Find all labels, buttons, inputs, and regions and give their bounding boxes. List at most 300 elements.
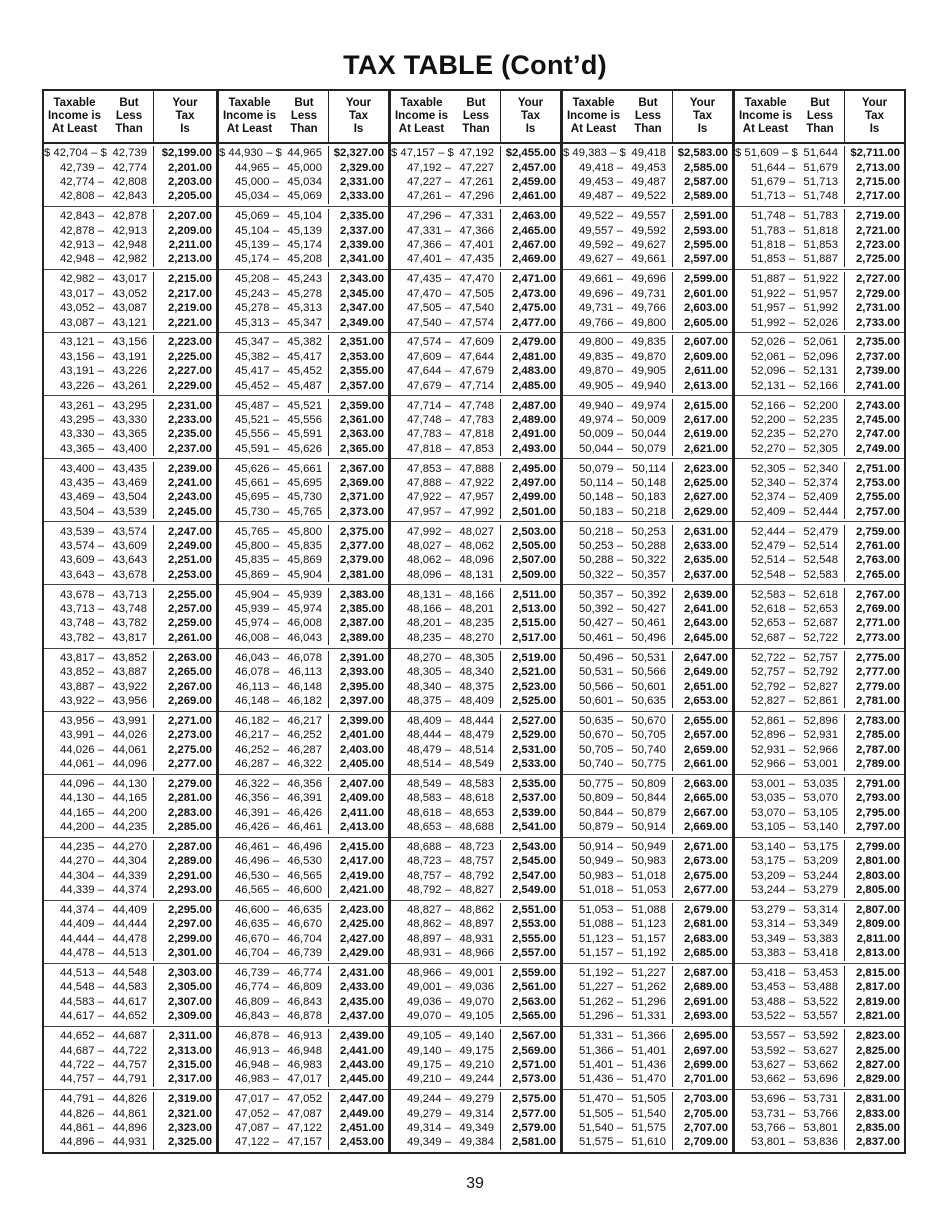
table-row bbox=[44, 490, 216, 504]
at-least-cell: 47,505 – bbox=[407, 302, 451, 315]
table-row bbox=[219, 505, 388, 519]
at-least-cell: 46,356 – bbox=[235, 792, 279, 805]
table-row bbox=[391, 462, 560, 476]
table-row bbox=[391, 1121, 560, 1135]
row-block bbox=[44, 269, 216, 332]
row-block bbox=[44, 1026, 216, 1089]
but-less-than-cell: 47,609 bbox=[459, 336, 494, 349]
but-less-than-cell: 53,314 bbox=[803, 904, 838, 916]
table-row bbox=[735, 588, 904, 602]
your-tax-cell: 2,565.00 bbox=[500, 1009, 560, 1023]
at-least-cell: 50,009 – bbox=[579, 428, 623, 441]
your-tax-cell: 2,241.00 bbox=[153, 476, 216, 490]
table-row bbox=[735, 476, 904, 490]
but-less-than-cell: 44,270 bbox=[112, 840, 147, 853]
at-least-cell: 53,488 – bbox=[751, 995, 795, 1008]
but-less-than-cell: 53,662 bbox=[803, 1058, 838, 1071]
but-less-than-cell: 43,226 bbox=[112, 365, 147, 378]
tax-table bbox=[42, 89, 906, 1154]
at-least-cell: 52,722 – bbox=[751, 651, 795, 664]
header-but-less-than: But Less Than bbox=[115, 97, 143, 135]
table-row bbox=[563, 588, 732, 602]
your-tax-cell: 2,607.00 bbox=[672, 335, 732, 349]
at-least-cell: 47,540 – bbox=[407, 316, 451, 329]
your-tax-cell: 2,669.00 bbox=[672, 820, 732, 834]
table-row bbox=[219, 966, 388, 980]
but-less-than-cell: 47,017 bbox=[287, 1073, 322, 1086]
at-least-cell: 46,670 – bbox=[235, 932, 279, 945]
table-row bbox=[563, 757, 732, 771]
but-less-than-cell: 45,000 bbox=[287, 161, 322, 174]
but-less-than-cell: 48,270 bbox=[459, 631, 494, 644]
at-least-cell: 47,609 – bbox=[407, 350, 451, 363]
row-block bbox=[44, 521, 216, 584]
but-less-than-cell: 45,765 bbox=[287, 505, 322, 518]
your-tax-cell: 2,531.00 bbox=[500, 743, 560, 757]
at-least-cell: 49,244 – bbox=[407, 1093, 451, 1106]
at-least-cell: 44,478 – bbox=[60, 947, 104, 960]
but-less-than-cell: 47,644 bbox=[459, 350, 494, 363]
table-row bbox=[391, 539, 560, 553]
but-less-than-cell: 52,618 bbox=[803, 588, 838, 601]
row-block bbox=[563, 963, 732, 1026]
but-less-than-cell: 46,878 bbox=[287, 1010, 322, 1023]
table-row bbox=[44, 665, 216, 679]
your-tax-cell: 2,405.00 bbox=[328, 757, 388, 771]
row-block bbox=[219, 584, 388, 647]
table-row bbox=[563, 714, 732, 728]
your-tax-cell: 2,723.00 bbox=[844, 238, 904, 252]
but-less-than-cell: 45,556 bbox=[287, 413, 322, 426]
your-tax-cell: 2,597.00 bbox=[672, 252, 732, 266]
at-least-cell: 45,417 – bbox=[235, 365, 279, 378]
at-least-cell: 53,801 – bbox=[751, 1136, 795, 1149]
your-tax-cell: 2,407.00 bbox=[328, 777, 388, 791]
at-least-cell: 47,957 – bbox=[407, 505, 451, 518]
table-row bbox=[391, 694, 560, 708]
at-least-cell: 47,122 – bbox=[235, 1136, 279, 1149]
your-tax-cell: 2,611.00 bbox=[672, 364, 732, 378]
table-row bbox=[735, 209, 904, 223]
row-block bbox=[563, 900, 732, 963]
but-less-than-cell: 50,983 bbox=[631, 855, 666, 868]
at-least-cell: 43,504 – bbox=[60, 505, 104, 518]
your-tax-cell: 2,209.00 bbox=[153, 224, 216, 238]
table-row bbox=[44, 932, 216, 946]
but-less-than-cell: 51,018 bbox=[631, 869, 666, 882]
at-least-cell: 46,043 – bbox=[235, 651, 279, 664]
but-less-than-cell: 51,192 bbox=[631, 947, 666, 960]
your-tax-cell: 2,599.00 bbox=[672, 272, 732, 286]
at-least-cell: 43,191 – bbox=[60, 365, 104, 378]
table-row bbox=[44, 316, 216, 330]
but-less-than-cell: 46,113 bbox=[288, 666, 322, 679]
your-tax-cell: 2,253.00 bbox=[153, 568, 216, 582]
table-row bbox=[735, 1009, 904, 1023]
but-less-than-cell: 43,678 bbox=[112, 568, 147, 581]
table-row bbox=[219, 287, 388, 301]
but-less-than-cell: 50,914 bbox=[631, 821, 666, 834]
at-least-cell: 44,270 – bbox=[60, 855, 104, 868]
but-less-than-cell: 44,026 bbox=[112, 729, 147, 742]
at-least-cell: 48,827 – bbox=[407, 904, 451, 916]
but-less-than-cell: 53,209 bbox=[803, 855, 838, 868]
table-row bbox=[391, 966, 560, 980]
your-tax-cell: 2,825.00 bbox=[844, 1044, 904, 1058]
but-less-than-cell: 51,818 bbox=[803, 224, 838, 237]
at-least-cell: 43,713 – bbox=[60, 603, 104, 616]
table-row bbox=[563, 553, 732, 567]
your-tax-cell: $2,583.00 bbox=[672, 146, 732, 160]
but-less-than-cell: 48,096 bbox=[459, 554, 494, 567]
at-least-cell: 45,904 – bbox=[235, 588, 279, 601]
at-least-cell: 48,479 – bbox=[407, 743, 451, 756]
your-tax-cell: 2,571.00 bbox=[500, 1058, 560, 1072]
at-least-cell: 48,201 – bbox=[407, 617, 451, 630]
table-row bbox=[391, 665, 560, 679]
table-row bbox=[44, 539, 216, 553]
but-less-than-cell: 46,356 bbox=[287, 777, 322, 790]
your-tax-cell: 2,627.00 bbox=[672, 490, 732, 504]
at-least-cell: 45,730 – bbox=[235, 505, 279, 518]
table-row bbox=[219, 680, 388, 694]
but-less-than-cell: 51,679 bbox=[803, 161, 838, 174]
at-least-cell: 46,078 – bbox=[235, 666, 279, 679]
table-row bbox=[44, 287, 216, 301]
but-less-than-cell: 49,418 bbox=[631, 147, 666, 160]
your-tax-cell: 2,551.00 bbox=[500, 903, 560, 917]
but-less-than-cell: 49,627 bbox=[631, 239, 666, 252]
but-less-than-cell: 45,974 bbox=[287, 603, 322, 616]
your-tax-cell: 2,741.00 bbox=[844, 379, 904, 393]
table-row bbox=[563, 209, 732, 223]
at-least-cell: 47,261 – bbox=[407, 190, 451, 203]
your-tax-cell: 2,727.00 bbox=[844, 272, 904, 286]
but-less-than-cell: 42,982 bbox=[112, 253, 147, 266]
at-least-cell: 53,557 – bbox=[751, 1030, 795, 1043]
table-row bbox=[563, 806, 732, 820]
table-column-group bbox=[388, 91, 560, 1152]
but-less-than-cell: 42,739 bbox=[112, 147, 147, 160]
your-tax-cell: 2,435.00 bbox=[328, 995, 388, 1009]
table-row bbox=[391, 316, 560, 330]
your-tax-cell: 2,667.00 bbox=[672, 806, 732, 820]
at-least-cell: 45,695 – bbox=[235, 491, 279, 504]
your-tax-cell: 2,527.00 bbox=[500, 714, 560, 728]
your-tax-cell: 2,219.00 bbox=[153, 301, 216, 315]
your-tax-cell: 2,333.00 bbox=[328, 189, 388, 203]
at-least-cell: 45,034 – bbox=[235, 190, 279, 203]
at-least-cell: 53,279 – bbox=[751, 904, 795, 916]
table-row bbox=[563, 1121, 732, 1135]
at-least-cell: 46,948 – bbox=[235, 1058, 279, 1071]
but-less-than-cell: 43,052 bbox=[112, 287, 147, 300]
but-less-than-cell: 42,913 bbox=[112, 224, 147, 237]
at-least-cell: 48,514 – bbox=[407, 757, 451, 770]
table-row bbox=[735, 413, 904, 427]
at-least-cell: 42,913 – bbox=[60, 239, 104, 252]
table-row bbox=[44, 238, 216, 252]
your-tax-cell: 2,739.00 bbox=[844, 364, 904, 378]
but-less-than-cell: 46,913 bbox=[287, 1030, 322, 1043]
table-row bbox=[735, 252, 904, 266]
table-row bbox=[563, 146, 732, 160]
at-least-cell: 48,966 – bbox=[407, 967, 451, 980]
table-row bbox=[44, 301, 216, 315]
at-least-cell: 45,278 – bbox=[235, 302, 279, 315]
but-less-than-cell: 53,766 bbox=[803, 1107, 838, 1120]
but-less-than-cell: 45,313 bbox=[287, 302, 322, 315]
your-tax-cell: 2,613.00 bbox=[672, 379, 732, 393]
table-row bbox=[735, 820, 904, 834]
but-less-than-cell: 51,748 bbox=[803, 190, 838, 203]
but-less-than-cell: 46,461 bbox=[287, 821, 322, 834]
at-least-cell: 43,121 – bbox=[60, 336, 104, 349]
your-tax-cell: 2,363.00 bbox=[328, 427, 388, 441]
but-less-than-cell: 48,549 bbox=[459, 757, 494, 770]
but-less-than-cell: 47,157 bbox=[287, 1136, 322, 1149]
your-tax-cell: 2,521.00 bbox=[500, 665, 560, 679]
but-less-than-cell: 45,174 bbox=[287, 239, 322, 252]
your-tax-cell: 2,395.00 bbox=[328, 680, 388, 694]
row-block bbox=[563, 206, 732, 269]
at-least-cell: 51,470 – bbox=[579, 1093, 623, 1106]
your-tax-cell: 2,499.00 bbox=[500, 490, 560, 504]
at-least-cell: 49,314 – bbox=[407, 1121, 451, 1134]
row-block bbox=[44, 648, 216, 711]
your-tax-cell: 2,729.00 bbox=[844, 287, 904, 301]
table-row bbox=[735, 462, 904, 476]
but-less-than-cell: 46,496 bbox=[287, 840, 322, 853]
at-least-cell: 47,366 – bbox=[407, 239, 451, 252]
table-row bbox=[735, 917, 904, 931]
but-less-than-cell: 44,444 bbox=[112, 918, 147, 931]
your-tax-cell: 2,651.00 bbox=[672, 680, 732, 694]
table-row bbox=[391, 505, 560, 519]
but-less-than-cell: 52,305 bbox=[803, 442, 838, 455]
table-row bbox=[391, 616, 560, 630]
but-less-than-cell: 46,322 bbox=[287, 757, 322, 770]
but-less-than-cell: 45,661 bbox=[287, 462, 322, 475]
at-least-cell: 50,705 – bbox=[579, 743, 623, 756]
at-least-cell: 45,521 – bbox=[235, 413, 279, 426]
your-tax-cell: 2,709.00 bbox=[672, 1135, 732, 1149]
but-less-than-cell: 47,540 bbox=[459, 302, 494, 315]
but-less-than-cell: 49,661 bbox=[631, 253, 666, 266]
at-least-cell: 50,670 – bbox=[579, 729, 623, 742]
table-row bbox=[391, 175, 560, 189]
row-block bbox=[391, 206, 560, 269]
but-less-than-cell: 44,583 bbox=[112, 981, 147, 994]
your-tax-cell: $2,455.00 bbox=[500, 146, 560, 160]
but-less-than-cell: 51,853 bbox=[803, 239, 838, 252]
your-tax-cell: 2,601.00 bbox=[672, 287, 732, 301]
at-least-cell: 43,539 – bbox=[60, 525, 104, 538]
but-less-than-cell: 51,123 bbox=[631, 918, 666, 931]
at-least-cell: 50,079 – bbox=[579, 462, 623, 475]
but-less-than-cell: 50,288 bbox=[631, 540, 666, 553]
at-least-cell: 52,931 – bbox=[751, 743, 795, 756]
table-row bbox=[44, 161, 216, 175]
table-row bbox=[563, 476, 732, 490]
your-tax-cell: 2,579.00 bbox=[500, 1121, 560, 1135]
row-block bbox=[44, 144, 216, 206]
but-less-than-cell: 52,687 bbox=[803, 617, 838, 630]
but-less-than-cell: 47,192 bbox=[459, 147, 494, 160]
at-least-cell: 44,130 – bbox=[60, 792, 104, 805]
table-row bbox=[44, 1135, 216, 1149]
but-less-than-cell: 53,627 bbox=[803, 1044, 838, 1057]
at-least-cell: 48,096 – bbox=[407, 568, 451, 581]
table-row bbox=[563, 1092, 732, 1106]
at-least-cell: 49,905 – bbox=[579, 379, 623, 392]
row-block bbox=[563, 837, 732, 900]
at-least-cell: 47,227 – bbox=[407, 176, 451, 189]
at-least-cell: 50,148 – bbox=[579, 491, 623, 504]
but-less-than-cell: 49,974 bbox=[631, 399, 666, 412]
at-least-cell: 51,123 – bbox=[579, 932, 623, 945]
your-tax-cell: 2,285.00 bbox=[153, 820, 216, 834]
but-less-than-cell: 43,017 bbox=[112, 273, 147, 286]
table-row bbox=[391, 791, 560, 805]
your-tax-cell: 2,469.00 bbox=[500, 252, 560, 266]
your-tax-cell: 2,323.00 bbox=[153, 1121, 216, 1135]
but-less-than-cell: 47,748 bbox=[459, 399, 494, 412]
your-tax-cell: 2,353.00 bbox=[328, 350, 388, 364]
your-tax-cell: 2,235.00 bbox=[153, 427, 216, 441]
your-tax-cell: 2,663.00 bbox=[672, 777, 732, 791]
your-tax-cell: 2,589.00 bbox=[672, 189, 732, 203]
your-tax-cell: 2,439.00 bbox=[328, 1029, 388, 1043]
but-less-than-cell: 51,575 bbox=[631, 1121, 666, 1134]
row-block bbox=[44, 1089, 216, 1152]
table-row bbox=[44, 413, 216, 427]
table-row bbox=[219, 1121, 388, 1135]
at-least-cell: 49,349 – bbox=[407, 1136, 451, 1149]
but-less-than-cell: 49,349 bbox=[459, 1121, 494, 1134]
your-tax-cell: 2,293.00 bbox=[153, 883, 216, 897]
your-tax-cell: 2,807.00 bbox=[844, 903, 904, 917]
your-tax-cell: 2,775.00 bbox=[844, 651, 904, 665]
your-tax-cell: 2,557.00 bbox=[500, 946, 560, 960]
but-less-than-cell: 52,444 bbox=[803, 505, 838, 518]
at-least-cell: 49,140 – bbox=[407, 1044, 451, 1057]
but-less-than-cell: 45,869 bbox=[287, 554, 322, 567]
table-row bbox=[563, 490, 732, 504]
at-least-cell: 51,679 – bbox=[751, 176, 795, 189]
your-tax-cell: 2,681.00 bbox=[672, 917, 732, 931]
at-least-cell: 52,096 – bbox=[751, 365, 795, 378]
row-block bbox=[44, 774, 216, 837]
at-least-cell: 49,522 – bbox=[579, 210, 623, 223]
your-tax-cell: 2,393.00 bbox=[328, 665, 388, 679]
but-less-than-cell: 43,261 bbox=[112, 379, 147, 392]
your-tax-cell: 2,229.00 bbox=[153, 379, 216, 393]
your-tax-cell: 2,451.00 bbox=[328, 1121, 388, 1135]
at-least-cell: 43,922 – bbox=[60, 694, 104, 707]
table-row bbox=[563, 820, 732, 834]
your-tax-cell: 2,547.00 bbox=[500, 869, 560, 883]
table-row bbox=[44, 728, 216, 742]
row-block bbox=[735, 395, 904, 458]
at-least-cell: 43,017 – bbox=[60, 287, 104, 300]
at-least-cell: 50,879 – bbox=[579, 821, 623, 834]
but-less-than-cell: 49,800 bbox=[631, 316, 666, 329]
row-block bbox=[735, 648, 904, 711]
row-block bbox=[219, 269, 388, 332]
at-least-cell: 53,453 – bbox=[751, 981, 795, 994]
table-row bbox=[44, 869, 216, 883]
table-row bbox=[219, 777, 388, 791]
your-tax-cell: 2,591.00 bbox=[672, 209, 732, 223]
your-tax-cell: 2,247.00 bbox=[153, 525, 216, 539]
at-least-cell: 53,696 – bbox=[751, 1093, 795, 1106]
at-least-cell: 42,982 – bbox=[60, 273, 104, 286]
your-tax-cell: 2,811.00 bbox=[844, 932, 904, 946]
your-tax-cell: 2,303.00 bbox=[153, 966, 216, 980]
table-row bbox=[563, 272, 732, 286]
but-less-than-cell: 43,956 bbox=[112, 694, 147, 707]
but-less-than-cell: 48,792 bbox=[459, 869, 494, 882]
but-less-than-cell: 45,695 bbox=[287, 476, 322, 489]
table-row bbox=[391, 995, 560, 1009]
but-less-than-cell: 43,400 bbox=[112, 442, 147, 455]
your-tax-cell: 2,717.00 bbox=[844, 189, 904, 203]
your-tax-cell: 2,269.00 bbox=[153, 694, 216, 708]
at-least-cell: 43,400 – bbox=[60, 462, 104, 475]
your-tax-cell: 2,665.00 bbox=[672, 791, 732, 805]
at-least-cell: 47,783 – bbox=[407, 428, 451, 441]
table-row bbox=[44, 1092, 216, 1106]
your-tax-cell: 2,371.00 bbox=[328, 490, 388, 504]
table-row bbox=[391, 1107, 560, 1121]
table-row bbox=[563, 350, 732, 364]
at-least-cell: 53,209 – bbox=[751, 869, 795, 882]
but-less-than-cell: 51,957 bbox=[803, 287, 838, 300]
at-least-cell: 47,748 – bbox=[407, 413, 451, 426]
table-row bbox=[219, 791, 388, 805]
table-row bbox=[219, 272, 388, 286]
table-row bbox=[563, 175, 732, 189]
but-less-than-cell: 52,340 bbox=[803, 462, 838, 475]
at-least-cell: 43,609 – bbox=[60, 554, 104, 567]
but-less-than-cell: 42,843 bbox=[112, 190, 147, 203]
table-row bbox=[391, 1072, 560, 1086]
your-tax-cell: 2,245.00 bbox=[153, 505, 216, 519]
but-less-than-cell: 50,357 bbox=[631, 568, 666, 581]
table-row bbox=[391, 1009, 560, 1023]
header-but-less-than: But Less Than bbox=[806, 97, 834, 135]
your-tax-cell: 2,251.00 bbox=[153, 553, 216, 567]
table-row bbox=[735, 553, 904, 567]
but-less-than-cell: 53,175 bbox=[803, 840, 838, 853]
your-tax-cell: 2,543.00 bbox=[500, 840, 560, 854]
your-tax-cell: 2,795.00 bbox=[844, 806, 904, 820]
but-less-than-cell: 51,644 bbox=[803, 147, 838, 160]
your-tax-cell: 2,465.00 bbox=[500, 224, 560, 238]
at-least-cell: 52,061 – bbox=[751, 350, 795, 363]
but-less-than-cell: 44,478 bbox=[112, 932, 147, 945]
table-row bbox=[735, 680, 904, 694]
but-less-than-cell: 50,844 bbox=[631, 792, 666, 805]
your-tax-cell: 2,769.00 bbox=[844, 602, 904, 616]
but-less-than-cell: 45,626 bbox=[287, 442, 322, 455]
row-block bbox=[391, 1089, 560, 1152]
but-less-than-cell: 48,235 bbox=[459, 617, 494, 630]
at-least-cell: 43,574 – bbox=[60, 540, 104, 553]
at-least-cell: 50,114 – bbox=[579, 476, 623, 489]
your-tax-cell: 2,781.00 bbox=[844, 694, 904, 708]
